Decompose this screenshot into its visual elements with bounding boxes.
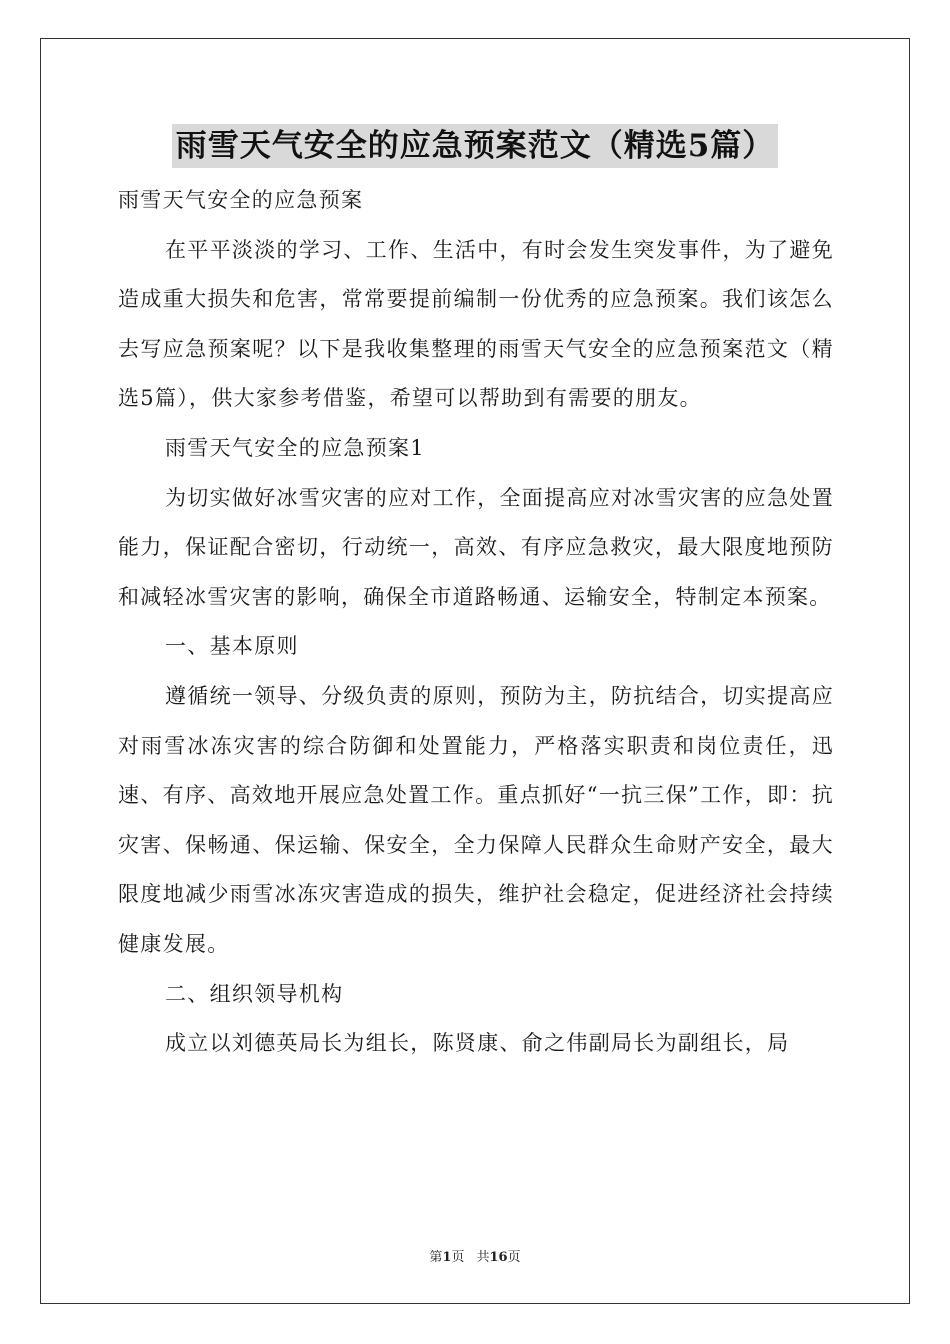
page-footer: [0, 1249, 950, 1267]
page-suffix: 页: [451, 1250, 465, 1265]
paragraph-section-title: 雨雪天气安全的应急预案1: [165, 435, 425, 460]
document-body: [118, 176, 834, 1069]
total-pages: 16: [489, 1250, 508, 1265]
paragraph-organization-heading: 二、组织领导机构: [165, 981, 344, 1006]
title-container: [0, 124, 950, 168]
paragraph-intro: 在平平淡淡的学习、工作、生活中，有时会发生突发事件，为了避免造成重大损失和危害，常常要提前编制一份优秀的应急预案。我们该怎么去写应急预案呢？以下是我收集整理的雨雪天气安全的应急预案范文（精选5篇），供大家参考借鉴，希望可以帮助到有需要的朋友。: [118, 237, 834, 411]
paragraph-purpose: 为切实做好冰雪灾害的应对工作，全面提高应对冰雪灾害的应急处置能力，保证配合密切，行动统一，高效、有序应急救灾，最大限度地预防和减轻冰雪灾害的影响，确保全市道路畅通、运输安全，特制定本预案。: [118, 485, 834, 609]
paragraph-principles-heading: 一、基本原则: [165, 634, 299, 659]
page-number: 1: [442, 1250, 452, 1265]
paragraph-organization: 成立以刘德英局长为组长，陈贤康、俞之伟副局长为副组长，局: [165, 1031, 790, 1056]
document-title: 雨雪天气安全的应急预案范文（精选5篇）: [172, 124, 779, 168]
paragraph-heading: 雨雪天气安全的应急预案: [118, 188, 364, 212]
paragraph-principles: 遵循统一领导、分级负责的原则，预防为主，防抗结合，切实提高应对雨雪冰冻灾害的综合防御和处置能力，严格落实职责和岗位责任，迅速、有序、高效地开展应急处置工作。重点抓好“一抗三保”工作，即：抗灾害、保畅通、保运输、保安全，全力保障人民群众生命财产安全，最大限度地减少雨雪冰冻灾害造成的损失，维护社会稳定，促进经济社会持续健康发展。: [118, 683, 834, 956]
total-prefix: 共: [476, 1250, 490, 1265]
page-prefix: 第: [429, 1250, 443, 1265]
total-suffix: 页: [507, 1250, 521, 1265]
